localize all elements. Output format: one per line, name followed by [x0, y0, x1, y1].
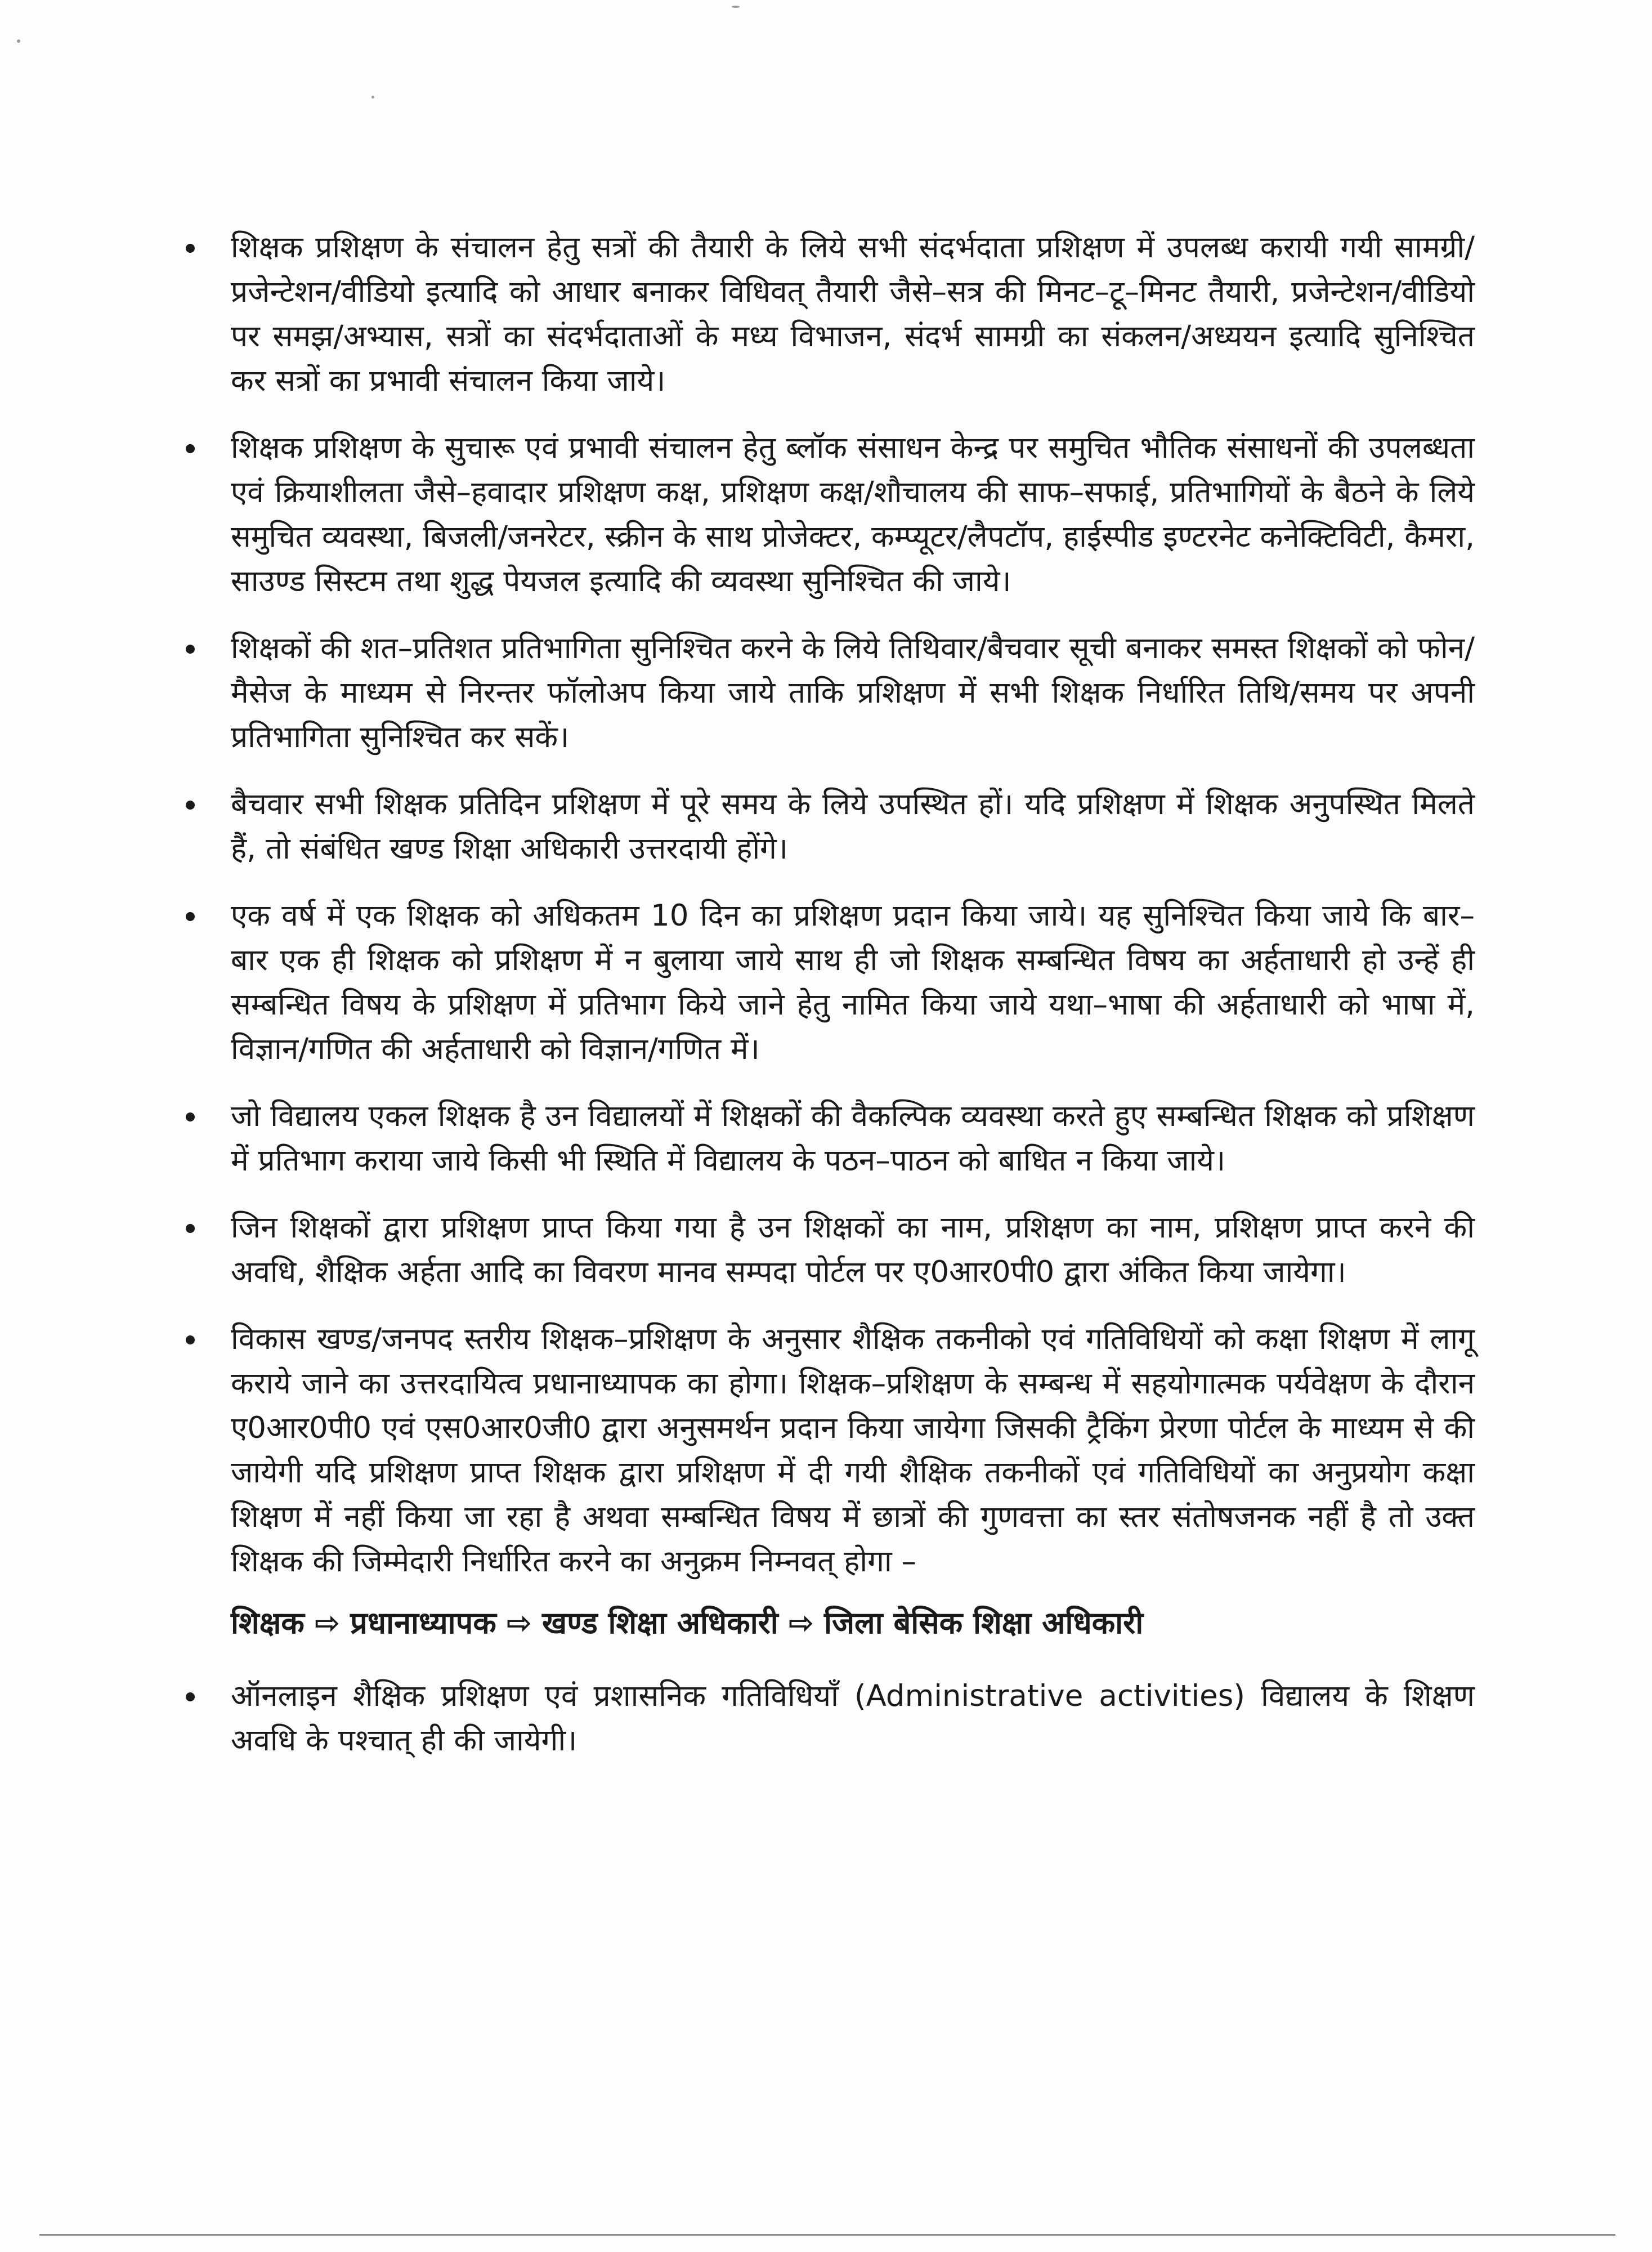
bullet-icon [186, 645, 195, 654]
paragraph-text: जिन शिक्षकों द्वारा प्रशिक्षण प्राप्त किया गया है उन शिक्षकों का नाम, प्रशिक्षण का नाम, प्रशिक्षण प्राप्त करने की अवधि, शैक्षिक अर्हता आदि का विवरण मानव सम्पदा पोर्टल पर ए0आर0पी0 द्वारा अंकित किया जायेगा। [231, 1210, 1475, 1289]
bullet-icon [186, 444, 195, 453]
list-item [186, 1205, 1475, 1294]
list-item [186, 1094, 1475, 1183]
paragraph-text: बैचवार सभी शिक्षक प्रतिदिन प्रशिक्षण में पूरे समय के लिये उपस्थित हों। यदि प्रशिक्षण में शिक्षक अनुपस्थित मिलते हैं, तो संबंधित खण्ड शिक्षा अधिकारी उत्तरदायी होंगे। [231, 787, 1475, 866]
list-item [186, 1317, 1475, 1584]
list-item [186, 1674, 1475, 1763]
bullet-icon [186, 912, 195, 921]
paragraph-text: ऑनलाइन शैक्षिक प्रशिक्षण एवं प्रशासनिक गतिविधियाँ (Administrative activities) विद्यालय के शिक्षण अवधि के पश्चात् ही की जायेगी। [231, 1679, 1475, 1758]
list-item [186, 782, 1475, 871]
right-arrow-icon: ⇨ [314, 1605, 341, 1641]
paragraph-text: जो विद्यालय एकल शिक्षक है उन विद्यालयों में शिक्षकों की वैकल्पिक व्यवस्था करते हुए सम्बन्धित शिक्षक को प्रशिक्षण में प्रतिभाग कराया जाये किसी भी स्थिति में विद्यालय के पठन–पाठन को बाधित न किया जाये। [231, 1099, 1475, 1178]
bullet-icon [186, 1224, 195, 1233]
document-body [186, 225, 1475, 1785]
paragraph-text: शिक्षक प्रशिक्षण के सुचारू एवं प्रभावी संचालन हेतु ब्लॉक संसाधन केन्द्र पर समुचित भौतिक संसाधनों की उपलब्धता एवं क्रियाशीलता जैसे–हवादार प्रशिक्षण कक्ष, प्रशिक्षण कक्ष/शौचालय की साफ–सफाई, प्रतिभागियों के बैठने के लिये समुचित व्यवस्था, बिजली/जनरेटर, स्क्रीन के साथ प्रोजेक्टर, कम्प्यूटर/लैपटॉप, हाईस्पीड इण्टरनेट कनेक्टिविटी, कैमरा, साउण्ड सिस्टम तथा शुद्ध पेयजल इत्यादि की व्यवस्था सुनिश्चित की जाये। [231, 431, 1475, 598]
scan-speck [17, 39, 20, 43]
scan-speck [732, 6, 740, 8]
hierarchy-level-teacher: शिक्षक [231, 1605, 305, 1641]
right-arrow-icon: ⇨ [788, 1605, 814, 1641]
scan-speck [371, 96, 374, 99]
list-item [186, 225, 1475, 403]
bullet-icon [186, 1335, 195, 1344]
footer-divider [39, 2234, 1615, 2236]
bullet-icon [186, 244, 195, 253]
bullet-icon [186, 1112, 195, 1121]
paragraph-text: शिक्षक प्रशिक्षण के संचालन हेतु सत्रों की तैयारी के लिये सभी संदर्भदाता प्रशिक्षण में उपलब्ध करायी गयी सामग्री/प्रजेन्टेशन/वीडियो इत्यादि को आधार बनाकर विधिवत् तैयारी जैसे–सत्र की मिनट–टू–मिनट तैयारी, प्रजेन्टेशन/वीडियो पर समझ/अभ्यास, सत्रों का संदर्भदाताओं के मध्य विभाजन, संदर्भ सामग्री का संकलन/अध्ययन इत्यादि सुनिश्चित कर सत्रों का प्रभावी संचालन किया जाये। [231, 230, 1475, 398]
list-item [186, 626, 1475, 759]
bullet-icon [186, 801, 195, 810]
paragraph-text: विकास खण्ड/जनपद स्तरीय शिक्षक–प्रशिक्षण के अनुसार शैक्षिक तकनीको एवं गतिविधियों को कक्षा शिक्षण में लागू कराये जाने का उत्तरदायित्व प्रधानाध्यापक का होगा। शिक्षक–प्रशिक्षण के सम्बन्ध में सहयोगात्मक पर्यवेक्षण के दौरान ए0आर0पी0 एवं एस0आर0जी0 द्वारा अनुसमर्थन प्रदान किया जायेगा जिसकी ट्रैकिंग प्रेरणा पोर्टल के माध्यम से की जायेगी यदि प्रशिक्षण प्राप्त शिक्षक द्वारा प्रशिक्षण में दी गयी शैक्षिक तकनीकों एवं गतिविधियों का अनुप्रयोग कक्षा शिक्षण में नहीं किया जा रहा है अथवा सम्बन्धित विषय में छात्रों की गुणवत्ता का स्तर संतोषजनक नहीं है तो उक्त शिक्षक की जिम्मेदारी निर्धारित करने का अनुक्रम निम्नवत् होगा – [231, 1322, 1475, 1579]
bullet-icon [186, 1692, 195, 1701]
paragraph-text: एक वर्ष में एक शिक्षक को अधिकतम 10 दिन का प्रशिक्षण प्रदान किया जाये। यह सुनिश्चित किया जाये कि बार–बार एक ही शिक्षक को प्रशिक्षण में न बुलाया जाये साथ ही जो शिक्षक सम्बन्धित विषय का अर्हताधारी हो उन्हें ही सम्बन्धित विषय के प्रशिक्षण में प्रतिभाग किये जाने हेतु नामित किया जाये यथा–भाषा की अर्हताधारी को भाषा में, विज्ञान/गणित की अर्हताधारी को विज्ञान/गणित में। [231, 899, 1475, 1066]
hierarchy-level-headmaster: प्रधानाध्यापक [350, 1605, 496, 1641]
list-item [186, 893, 1475, 1071]
hierarchy-level-district-basic-education-officer: जिला बेसिक शिक्षा अधिकारी [824, 1605, 1144, 1641]
responsibility-hierarchy [186, 1601, 1475, 1646]
right-arrow-icon: ⇨ [506, 1605, 532, 1641]
hierarchy-level-block-education-officer: खण्ड शिक्षा अधिकारी [542, 1605, 778, 1641]
paragraph-text: शिक्षकों की शत–प्रतिशत प्रतिभागिता सुनिश्चित करने के लिये तिथिवार/बैचवार सूची बनाकर समस्त शिक्षकों को फोन/मैसेज के माध्यम से निरन्तर फॉलोअप किया जाये ताकि प्रशिक्षण में सभी शिक्षक निर्धारित तिथि/समय पर अपनी प्रतिभागिता सुनिश्चित कर सकें। [231, 631, 1475, 754]
list-item [186, 426, 1475, 604]
